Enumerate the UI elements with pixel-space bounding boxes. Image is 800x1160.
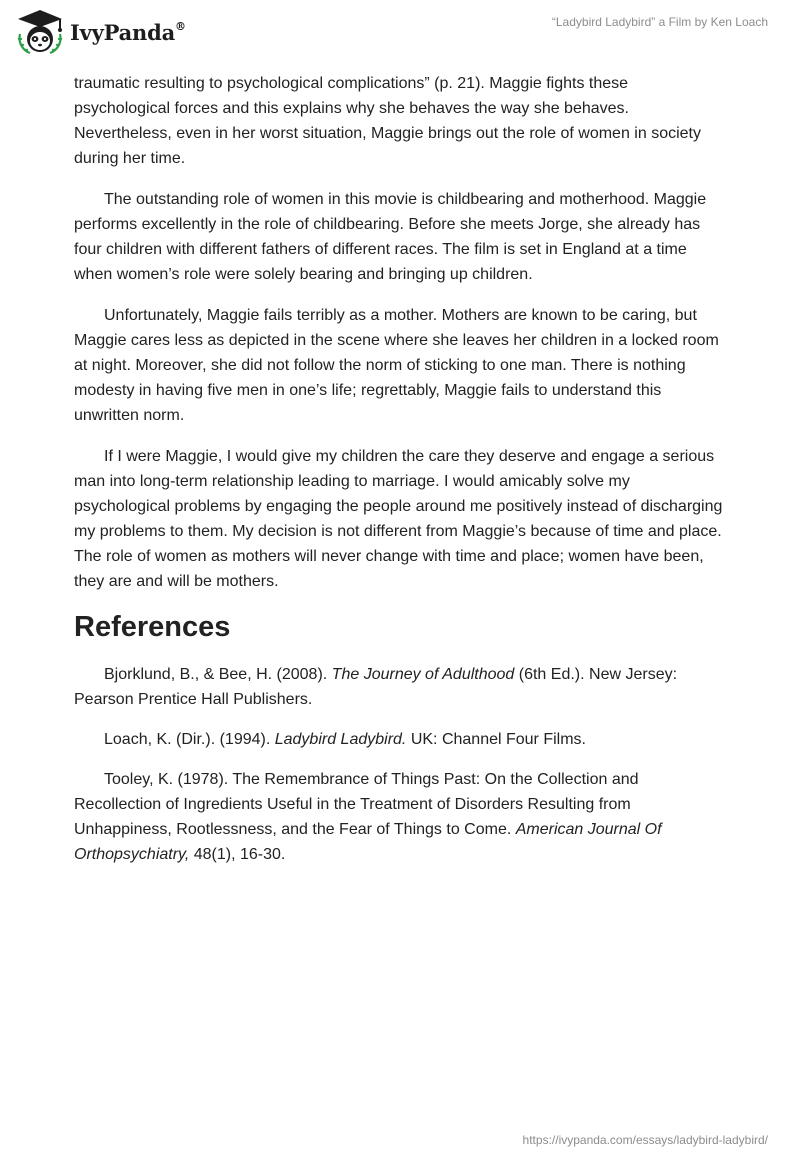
ivypanda-logo[interactable] <box>14 8 186 56</box>
body-paragraph: traumatic resulting to psychological complications” (p. 21). Maggie fights these psychological forces and this explains why she behaves the way she behaves. Nevertheless, even in her worst situation, Maggie brings out the role of women in society during her time. <box>74 75 701 167</box>
page-header <box>0 0 800 70</box>
panda-graduate-icon <box>14 8 66 56</box>
logo-wordmark: IvyPanda® <box>70 19 186 45</box>
reference-item: Bjorklund, B., & Bee, H. (2008). The Journey of Adulthood (6th Ed.). New Jersey: Pearson Prentice Hall Publishers. <box>74 666 678 708</box>
body-paragraph: The outstanding role of women in this movie is childbearing and motherhood. Maggie performs excellently in the role of childbearing. Before she meets Jorge, she already has four children with different fathers of different races. The film is set in England at a time when women’s role were solely bearing and bringing up children. <box>74 191 707 283</box>
reference-item: Loach, K. (Dir.). (1994). Ladybird Ladybird. UK: Channel Four Films. <box>104 731 586 748</box>
references-heading: References <box>74 611 231 643</box>
source-url-link[interactable]: https://ivypanda.com/essays/ladybird-ladybird/ <box>522 1133 768 1147</box>
body-paragraph: If I were Maggie, I would give my children the care they deserve and engage a serious man into long-term relationship leading to marriage. I would amicably solve my psychological problems by engaging the people around me positively instead of discharging my problems to them. My decision is not different from Maggie’s because of time and place. The role of women as mothers will never change with time and place; women have been, they are and will be mothers. <box>74 448 723 590</box>
document-title: “Ladybird Ladybird” a Film by Ken Loach <box>551 15 768 29</box>
reference-item: Tooley, K. (1978). The Remembrance of Things Past: On the Collection and Recollection of Ingredients Useful in the Treatment of Disorders Resulting from Unhappiness, Rootlessness, and the Fear of Things to Come. American Journal Of Orthopsychiatry, 48(1), 16-30. <box>74 771 662 863</box>
body-paragraph: Unfortunately, Maggie fails terribly as a mother. Mothers are known to be caring, but Maggie cares less as depicted in the scene where she leaves her children in a locked room at night. Moreover, she did not follow the norm of sticking to one man. There is nothing modesty in having five men in one’s life; regrettably, Maggie fails to understand this unwritten norm. <box>74 307 719 424</box>
essay-content <box>74 71 726 882</box>
